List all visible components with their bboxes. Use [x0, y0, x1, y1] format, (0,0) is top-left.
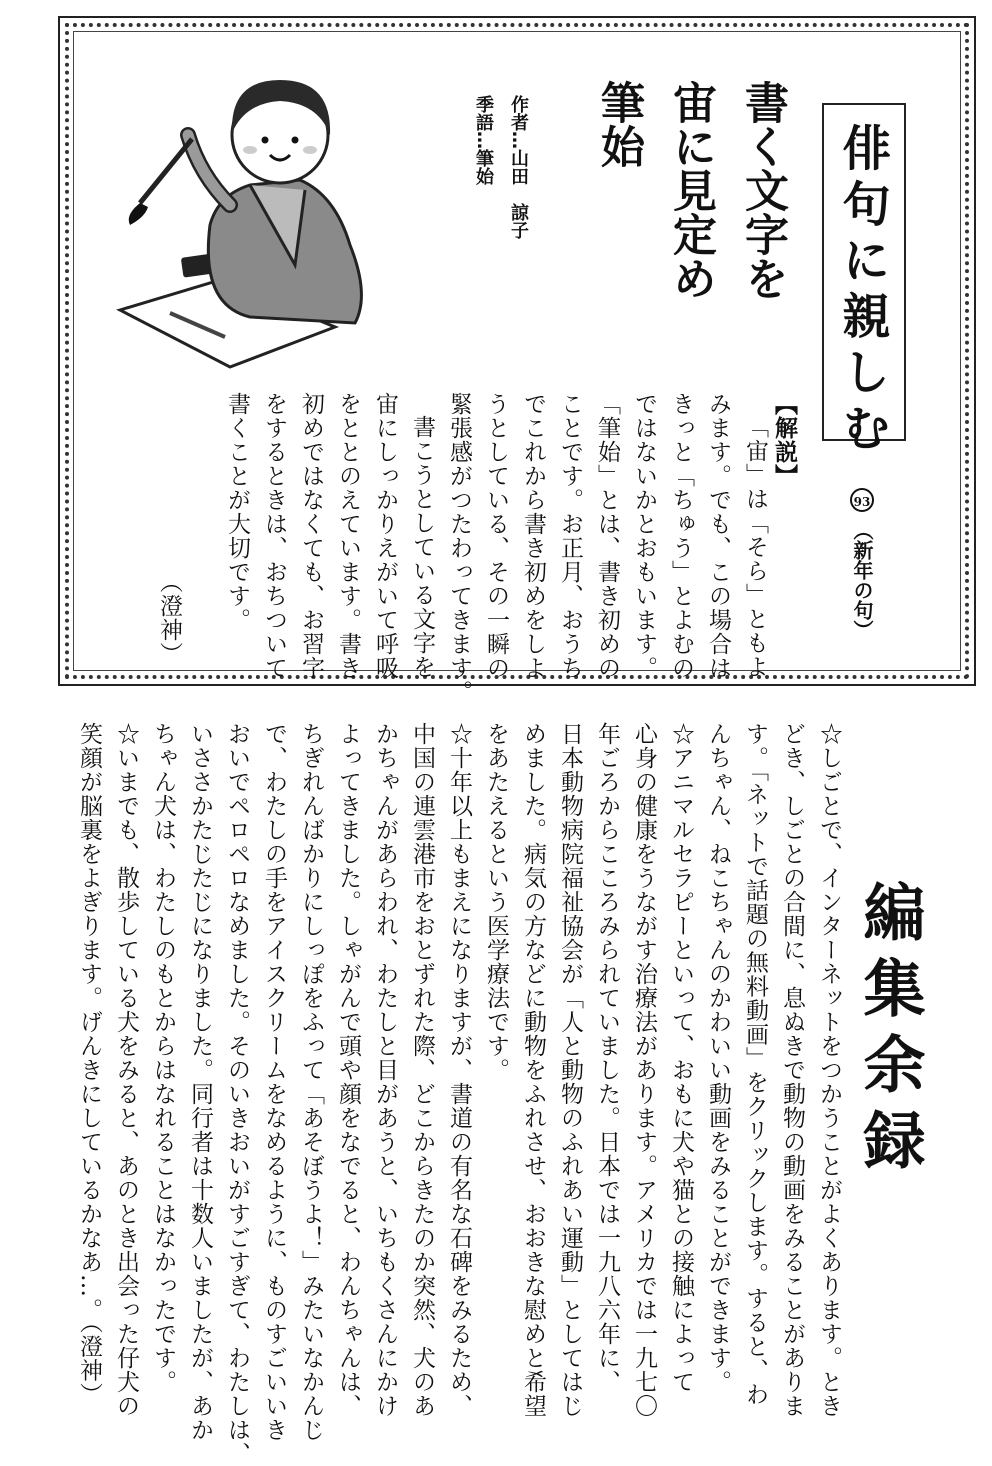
commentary-line: をととのえています。書き [335, 392, 361, 680]
editorial-line: よってきました。しゃがんで頭や顔をなでると、わんちゃんは、 [335, 722, 361, 1418]
commentary-line: 「宙」は「そら」ともよ [742, 415, 768, 679]
editorial-line: す。「ネットで話題の無料動画」をクリックします。すると、わ [742, 722, 768, 1407]
author-line: 作者…山田 諒子 [508, 95, 529, 239]
editorial-line: ちぎれんばかりにしっぽをふって「あそぼうよ！」みたいなかんじ [298, 722, 324, 1442]
editorial-line: ☆しごとで、インターネットをつかうことがよくあります。とき [816, 722, 842, 1418]
column-subtitle: （新年の句） [850, 520, 874, 640]
column-title-box [822, 103, 906, 459]
editorial-line: どき、しごとの合間に、息ぬきで動物の動画をみることがありま [779, 722, 805, 1418]
calligraphy-child-illustration [100, 55, 375, 385]
commentary-line: うとしている、その一瞬の [483, 392, 509, 680]
editorial-title: 編集余録 [853, 880, 926, 1184]
editorial-line: ちゃん犬は、わたしのもとからはなれることはなかったです。 [150, 722, 176, 1394]
editorial-line: 笑顔が脳裏をよぎります。げんきにしているかなあ…。（澄神） [76, 722, 102, 1407]
editorial-line: ☆十年以上もまえになりますが、書道の有名な石碑をみるため、 [446, 722, 472, 1418]
kigo-line: 季語…筆始 [473, 95, 494, 185]
editorial-line: 心身の健康をうながす治療法があります。アメリカでは一九七〇 [631, 722, 657, 1418]
commentary-line: 宙にしっかりえがいて呼吸 [372, 392, 398, 680]
editorial-line: ☆アニマルセラピーといって、おもに犬や猫との接触によって [668, 722, 694, 1394]
editorial-line: 日本動物病院福祉協会が「人と動物のふれあい運動」としてはじ [557, 722, 583, 1418]
commentary-line: 初めではなくても、お習字 [298, 392, 324, 680]
child-figure-icon [188, 80, 361, 323]
editorial-line: んちゃん、ねこちゃんのかわいい動画をみることができます。 [705, 722, 731, 1394]
commentary-line: 「筆始」とは、書き初めの [594, 392, 620, 680]
column-title: 俳句に親しむ [834, 123, 890, 459]
haiku-line-1: 書く文字を [737, 80, 788, 300]
editorial-line: 年ごろからこころみられていました。日本では一九八六年に、 [594, 722, 620, 1394]
editorial-line: かちゃんがあらわれ、わたしと目があうと、いちもくさんにかけ [372, 722, 398, 1418]
commentary-line: ことです。お正月、おうち [557, 392, 583, 680]
editorial-line: めました。病気の方などに動物をふれさせ、おおきな慰めと希望 [520, 722, 546, 1418]
editorial-line: 中国の連雲港市をおとずれた際、どこからきたのか突然、犬のあ [409, 722, 435, 1418]
editorial-line: おいでペロペロなめました。そのいきおいがすごすぎて、わたしは、 [224, 722, 250, 1466]
commentary-signature: （澄神） [156, 570, 182, 666]
commentary-line: 【解説】 [771, 392, 798, 488]
commentary-line: 緊張感がつたわってきます。 [446, 392, 472, 704]
editorial-line: をあたえるという医学療法です。 [483, 722, 509, 1082]
haiku-line-3: 筆始 [593, 80, 644, 168]
commentary-line: 書くことが大切です。 [224, 392, 250, 632]
commentary-line: をするときは、おちついて [261, 392, 287, 680]
editorial-line: で、わたしの手をアイスクリームをなめるように、ものすごいいき [261, 722, 287, 1442]
commentary-line: みます。でも、この場合は [705, 392, 731, 680]
commentary-line: きっと「ちゅう」とよむの [668, 392, 694, 680]
commentary-line: ではないかとおもいます。 [631, 392, 657, 680]
brush-icon [129, 139, 192, 225]
commentary-line: でこれから書き初めをしよ [520, 392, 546, 680]
editorial-line: いささかたじたじになりました。同行者は十数人いましたが、あか [187, 722, 213, 1442]
column-number-badge: 93 [850, 488, 874, 512]
haiku-line-2: 宙に見定め [665, 80, 716, 300]
commentary-line: 書こうとしている文字を [409, 415, 435, 679]
editorial-line: ☆いまでも、散歩している犬をみると、あのとき出会った仔犬の [113, 722, 139, 1418]
